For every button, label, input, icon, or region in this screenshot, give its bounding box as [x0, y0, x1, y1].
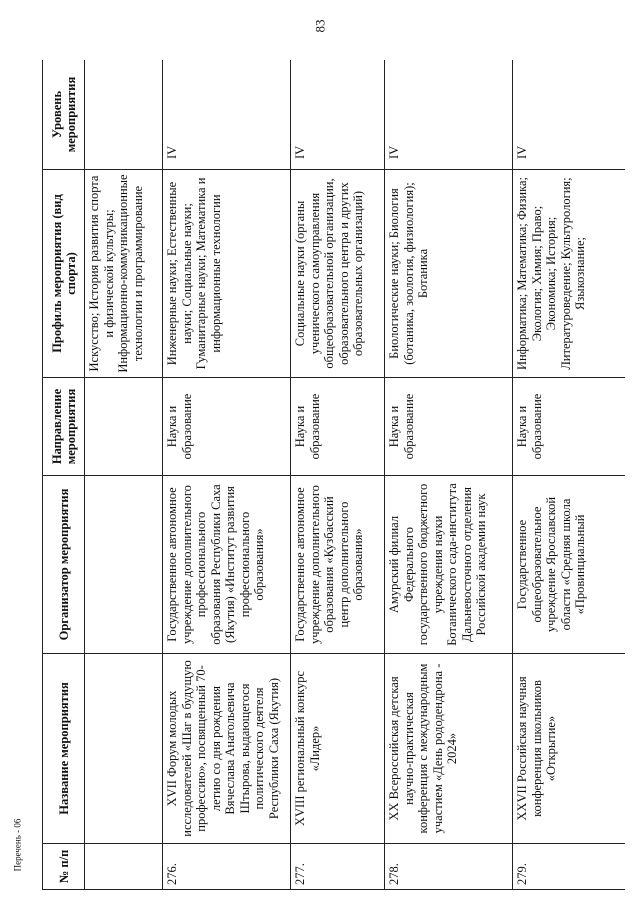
cell-num: 277. — [291, 844, 385, 890]
page-number-text: 83 — [312, 19, 327, 33]
table-row — [385, 60, 513, 890]
header-name: Название мероприятия — [43, 654, 85, 844]
cell-level: IV — [291, 60, 385, 170]
header-profile: Профиль мероприятия (вид спорта) — [43, 170, 85, 378]
rotated-page-content — [42, 60, 625, 890]
footer-note — [2, 800, 32, 890]
cell-organizer — [85, 476, 163, 654]
cell-name: XVII Форум молодых исследователей «Шаг в будущую профессию», посвященный 70-летию со дня рождения Вячеслава Анатольевича Штырова, выдающегося политического деятеля Республики Саха (Якутия) — [163, 654, 291, 844]
header-direction: Направление мероприятия — [43, 378, 85, 476]
cell-direction: Наука и образование — [163, 378, 291, 476]
cell-num: 276. — [163, 844, 291, 890]
table-row — [291, 60, 385, 890]
cell-organizer: Государственное автономное учреждение дополнительного профессионального образования Республики Саха (Якутия) «Институт развития профессионального образования» — [163, 476, 291, 654]
cell-num — [85, 844, 163, 890]
table-row — [513, 60, 626, 890]
cell-level: IV — [385, 60, 513, 170]
table-row — [85, 60, 163, 890]
table-area — [42, 60, 625, 890]
cell-direction — [85, 378, 163, 476]
cell-profile: Социальные науки (органы ученического самоуправления общеобразовательной организации, образовательного центра и других образовательных организаций) — [291, 170, 385, 378]
cell-name — [85, 654, 163, 844]
cell-organizer: Государственное автономное учреждение дополнительного образования «Кузбасский центр дополнительного образования» — [291, 476, 385, 654]
footer-text: Перечень - 06 — [12, 818, 22, 872]
header-level: Уровень мероприятия — [43, 60, 85, 170]
table-row — [163, 60, 291, 890]
cell-direction: Наука и образование — [291, 378, 385, 476]
cell-level: IV — [163, 60, 291, 170]
cell-profile: Инженерные науки; Естественные науки; Социальные науки; Гуманитарные науки; Математика и информационные технологии — [163, 170, 291, 378]
cell-name: XVIII региональный конкурс «Лидер» — [291, 654, 385, 844]
cell-level — [85, 60, 163, 170]
table-header-row — [43, 60, 85, 890]
events-table — [42, 60, 625, 890]
header-organizer: Организатор мероприятия — [43, 476, 85, 654]
cell-num: 279. — [513, 844, 626, 890]
cell-num: 278. — [385, 844, 513, 890]
cell-direction: Наука и образование — [385, 378, 513, 476]
cell-profile: Биологические науки; Биология (ботаника, зоология, физиология); Ботаника — [385, 170, 513, 378]
cell-direction: Наука и образование — [513, 378, 626, 476]
cell-level: IV — [513, 60, 626, 170]
cell-profile: Искусство; История развития спорта и физической культуры; Информационно-коммуникационные технологии и программирование — [85, 170, 163, 378]
cell-name: XXVII Российская научная конференция школьников «Открытие» — [513, 654, 626, 844]
cell-organizer: Государственное общеобразовательное учреждение Ярославской области «Средняя школа «Провинциальный — [513, 476, 626, 654]
cell-profile: Информатика; Математика; Физика; Экология; Химия; Право; Экономика; История; Литературоведение; Культурология; Языкознание; — [513, 170, 626, 378]
cell-organizer: Амурский филиал Федерального государственного бюджетного учреждения науки Ботанического сада-института Дальневосточного отделения Российской академии наук — [385, 476, 513, 654]
cell-name: XX Всероссийская детская научно-практическая конференция с международным участием «День рододендрона - 2024» — [385, 654, 513, 844]
page-number — [306, 6, 334, 46]
header-num: № п/п — [43, 844, 85, 890]
